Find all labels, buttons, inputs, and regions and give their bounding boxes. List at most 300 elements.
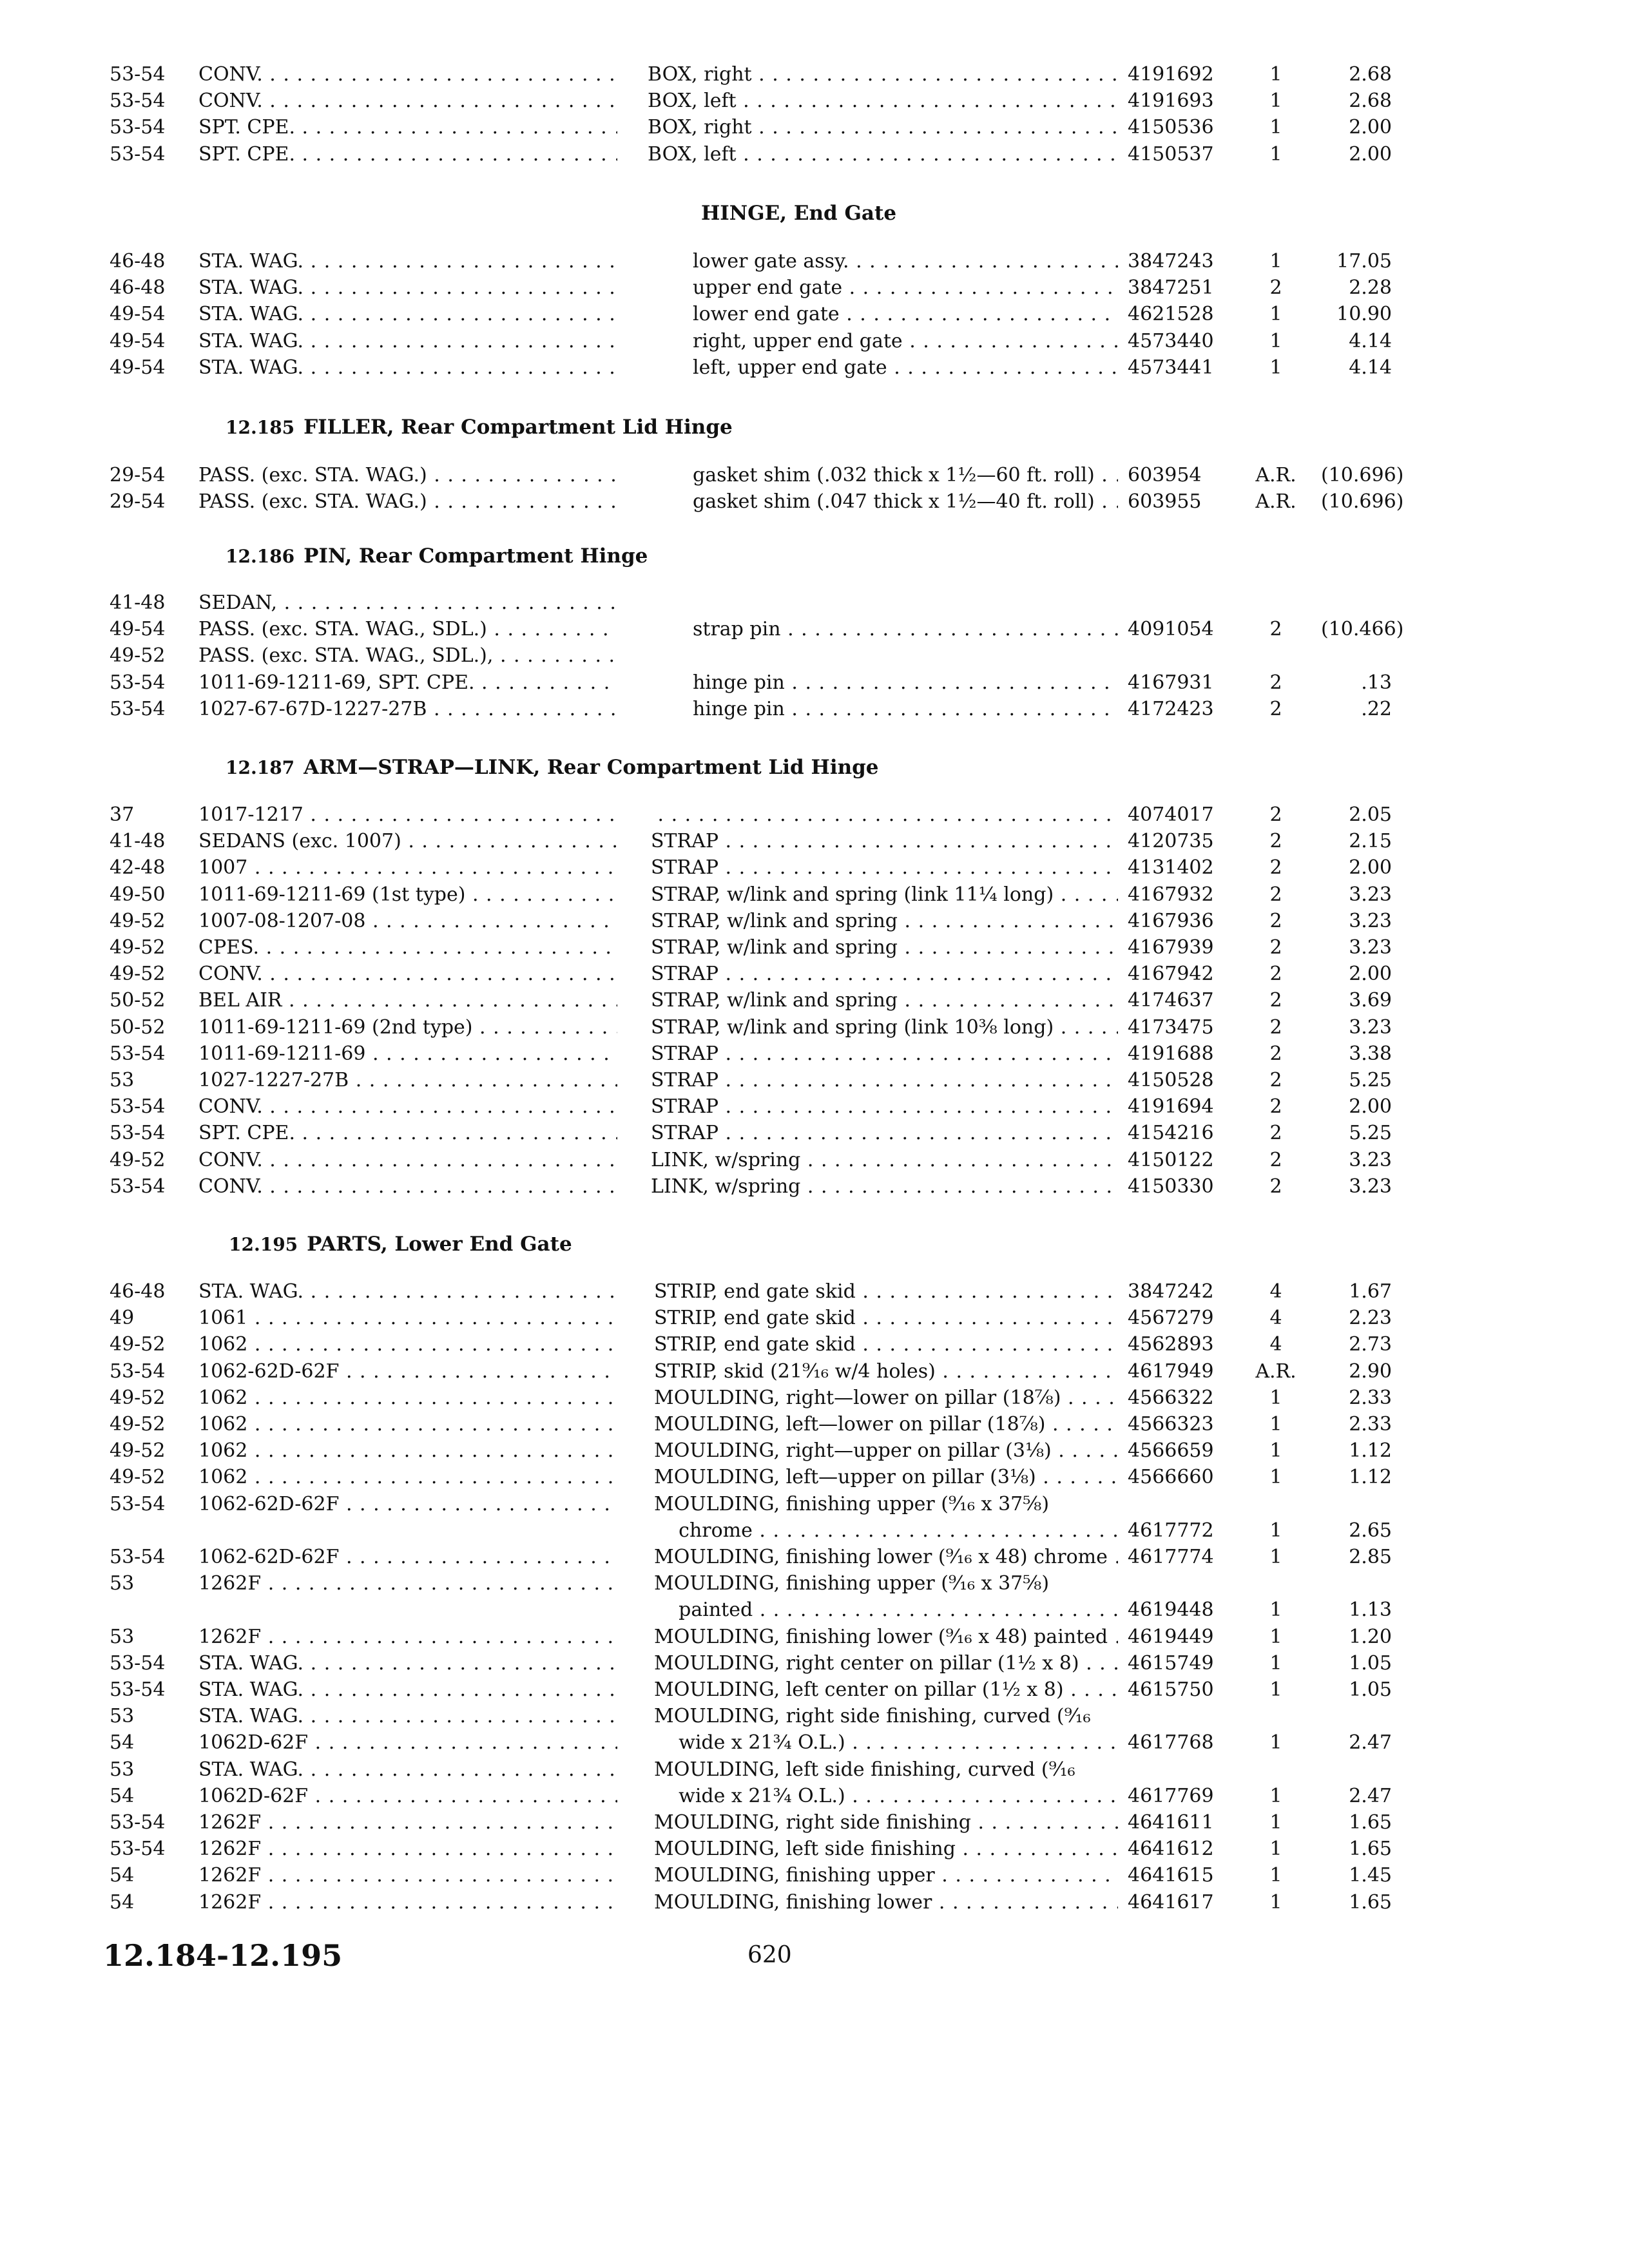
quantity: 2 — [1269, 1148, 1282, 1171]
table-row — [0, 1305, 1629, 1332]
model-years: 53-54 — [110, 1492, 166, 1515]
price: 2.65 — [1349, 1519, 1392, 1542]
quantity: 1 — [1269, 1625, 1282, 1648]
section-heading — [226, 414, 733, 441]
quantity: 2 — [1269, 909, 1282, 932]
model-text: 1262F . . . — [198, 1626, 617, 1648]
model-years: 53-54 — [110, 1811, 166, 1834]
model-years: 49-54 — [110, 303, 166, 326]
model-text: 1062D-62F . . . — [198, 1731, 617, 1754]
table-row — [0, 1809, 1629, 1836]
description-text: STRAP . . . — [651, 1043, 1118, 1065]
description-text: MOULDING, right center on pillar (1½ x 8) . . . — [654, 1652, 1118, 1675]
quantity: 1 — [1269, 1651, 1282, 1675]
part-description — [651, 1067, 1118, 1094]
model-name — [198, 802, 617, 829]
model-name — [198, 1491, 617, 1518]
model-text: PASS. (exc. STA. WAG.) . . . — [198, 464, 617, 486]
quantity: 4 — [1269, 1307, 1282, 1330]
table-row — [0, 616, 1629, 643]
model-name — [198, 1041, 617, 1068]
part-number: 4641612 — [1128, 1838, 1214, 1861]
table-row — [0, 141, 1629, 168]
model-text: SPT. CPE. . . . — [198, 1122, 617, 1144]
table-row — [0, 590, 1629, 617]
section-heading — [701, 200, 896, 227]
model-name — [198, 881, 617, 908]
model-years: 54 — [110, 1864, 135, 1887]
table-row — [0, 1703, 1629, 1730]
table-row — [0, 1093, 1629, 1120]
model-text: 1061 . . . — [198, 1307, 617, 1329]
part-number: 4566322 — [1128, 1386, 1214, 1409]
model-years: 46-48 — [110, 1280, 166, 1303]
description-text: gasket shim (.032 thick x 1½—60 ft. roll) . . . — [693, 464, 1118, 486]
model-years: 53 — [110, 1069, 135, 1091]
part-description — [693, 462, 1118, 489]
model-years: 53-54 — [110, 671, 166, 694]
part-description — [654, 1650, 1118, 1677]
part-description — [651, 854, 1118, 881]
part-number: 603954 — [1128, 464, 1202, 486]
section-title: HINGE, End Gate — [701, 202, 897, 225]
table-row — [0, 1041, 1629, 1068]
model-text: STA. WAG. . . . — [198, 1758, 617, 1781]
table-row — [0, 328, 1629, 355]
part-number: 4617768 — [1128, 1731, 1214, 1754]
model-years: 54 — [110, 1731, 135, 1754]
quantity: 1 — [1269, 356, 1282, 379]
model-text: PASS. (exc. STA. WAG., SDL.) . . . — [198, 618, 617, 640]
part-description — [693, 669, 1118, 697]
model-text: PASS. (exc. STA. WAG., SDL.), . . . — [198, 644, 617, 667]
model-text: SPT. CPE. . . . — [198, 143, 617, 166]
price: 2.15 — [1349, 830, 1392, 853]
model-years: 53-54 — [110, 697, 166, 720]
table-row — [0, 114, 1629, 141]
part-number: 4154216 — [1128, 1122, 1214, 1145]
part-number: 4150122 — [1128, 1148, 1214, 1171]
part-description — [654, 1331, 1118, 1358]
table-row — [0, 1014, 1629, 1041]
part-number: 4150528 — [1128, 1069, 1214, 1091]
description-text: MOULDING, left—lower on pillar (18⅞) . . . — [654, 1413, 1118, 1436]
price: 1.20 — [1349, 1625, 1392, 1648]
price: 1.65 — [1349, 1890, 1392, 1914]
part-description — [648, 114, 1118, 141]
model-text: STA. WAG. . . . — [198, 330, 617, 352]
model-name — [198, 1889, 617, 1916]
part-description — [651, 934, 1118, 961]
description-text: STRIP, end gate skid . . . — [654, 1333, 1118, 1356]
part-number: 4172423 — [1128, 697, 1214, 720]
price: 2.47 — [1349, 1731, 1392, 1754]
model-years: 46-48 — [110, 276, 166, 300]
model-years: 46-48 — [110, 250, 166, 273]
part-number: 3847242 — [1128, 1280, 1214, 1303]
model-years: 53-54 — [110, 1360, 166, 1383]
description-text: MOULDING, left side finishing . . . — [654, 1838, 1118, 1860]
model-text: CONV. . . . — [198, 90, 617, 112]
part-number: 4120735 — [1128, 830, 1214, 853]
model-years: 49-52 — [110, 936, 166, 959]
part-number: 3847243 — [1128, 250, 1214, 273]
part-number: 4617774 — [1128, 1546, 1214, 1568]
description-text: wide x 21¾ O.L.) . . . — [654, 1731, 1118, 1754]
description-text: STRAP . . . — [651, 1069, 1118, 1091]
model-name — [198, 1331, 617, 1358]
model-name — [198, 1570, 617, 1597]
section-heading — [226, 543, 648, 570]
quantity: 2 — [1269, 1015, 1282, 1039]
table-row — [0, 1889, 1629, 1916]
part-description — [654, 1517, 1118, 1544]
table-row — [0, 1278, 1629, 1305]
model-text: 1011-69-1211-69 . . . — [198, 1043, 617, 1065]
part-description — [648, 141, 1118, 168]
table-row — [0, 669, 1629, 697]
part-number: 4621528 — [1128, 303, 1214, 326]
model-name — [198, 642, 617, 669]
price: 2.00 — [1349, 1095, 1392, 1119]
quantity: 1 — [1269, 1466, 1282, 1489]
model-text: CPES. . . . — [198, 936, 617, 959]
model-name — [198, 141, 617, 168]
model-years: 53 — [110, 1705, 135, 1728]
model-name — [198, 1836, 617, 1863]
model-name — [198, 1624, 617, 1651]
model-name — [198, 908, 617, 935]
quantity: 1 — [1269, 90, 1282, 113]
price: 5.25 — [1349, 1069, 1392, 1091]
section-title: FILLER, Rear Compartment Lid Hinge — [304, 416, 733, 439]
part-description — [654, 1411, 1118, 1438]
section-title: ARM—STRAP—LINK, Rear Compartment Lid Hinge — [304, 756, 879, 779]
part-description — [651, 1041, 1118, 1068]
quantity: 2 — [1269, 697, 1282, 720]
description-text: right, upper end gate . . . — [693, 330, 1118, 352]
part-description — [651, 881, 1118, 908]
quantity: 2 — [1269, 936, 1282, 959]
description-text: MOULDING, right—lower on pillar (18⅞) . . . — [654, 1387, 1118, 1409]
price: 4.14 — [1349, 356, 1392, 379]
model-years: 53-54 — [110, 63, 166, 86]
table-row — [0, 642, 1629, 669]
model-name — [198, 1358, 617, 1385]
part-number: 4167931 — [1128, 671, 1214, 694]
price: 5.25 — [1349, 1122, 1392, 1145]
model-text: 1062-62D-62F . . . — [198, 1493, 617, 1515]
model-name — [198, 1093, 617, 1120]
part-description — [654, 1597, 1118, 1624]
quantity: A.R. — [1255, 1360, 1296, 1383]
price: 3.23 — [1349, 883, 1392, 906]
model-name — [198, 114, 617, 141]
section-title: PARTS, Lower End Gate — [307, 1233, 572, 1256]
description-text: MOULDING, right—upper on pillar (3⅛) . . . — [654, 1439, 1118, 1462]
part-number: 4641611 — [1128, 1811, 1214, 1834]
price: 2.33 — [1349, 1386, 1392, 1409]
part-number: 4641615 — [1128, 1864, 1214, 1887]
quantity: 2 — [1269, 989, 1282, 1012]
price: 1.65 — [1349, 1838, 1392, 1861]
description-text: gasket shim (.047 thick x 1½—40 ft. roll) . . . — [693, 490, 1118, 513]
model-text: STA. WAG. . . . — [198, 1652, 617, 1675]
part-number: 4191693 — [1128, 90, 1214, 113]
description-text: MOULDING, finishing lower (⁹⁄₁₆ x 48) chrome . . . — [654, 1546, 1118, 1568]
model-years: 49-54 — [110, 356, 166, 379]
description-text: STRAP . . . — [651, 856, 1118, 879]
description-text: MOULDING, right side finishing, curved (⁹⁄₁₆ — [654, 1705, 1091, 1728]
description-text: STRIP, skid (21⁹⁄₁₆ w/4 holes) . . . — [654, 1360, 1118, 1383]
model-years: 49-54 — [110, 618, 166, 641]
part-description — [654, 1677, 1118, 1704]
price: 2.00 — [1349, 142, 1392, 166]
quantity: 2 — [1269, 856, 1282, 879]
price: 3.23 — [1349, 1148, 1392, 1171]
model-name — [198, 669, 617, 697]
model-text: STA. WAG. . . . — [198, 1705, 617, 1727]
model-years: 53 — [110, 1758, 135, 1781]
model-text: SEDAN, . . . — [198, 591, 617, 614]
table-row — [0, 1650, 1629, 1677]
part-number: 4131402 — [1128, 856, 1214, 879]
description-text: MOULDING, left side finishing, curved (⁹⁄₁₆ — [654, 1758, 1075, 1781]
table-row — [0, 696, 1629, 723]
model-years: 50-52 — [110, 989, 166, 1012]
quantity: 1 — [1269, 1731, 1282, 1754]
model-years: 53-54 — [110, 1651, 166, 1675]
part-number: 4150536 — [1128, 116, 1214, 139]
model-years: 49-54 — [110, 329, 166, 352]
model-name — [198, 1756, 617, 1783]
description-text: MOULDING, finishing upper (⁹⁄₁₆ x 37⅝) — [654, 1572, 1050, 1595]
part-number: 4566660 — [1128, 1466, 1214, 1489]
part-description — [693, 354, 1118, 381]
table-row — [0, 88, 1629, 115]
price: 3.23 — [1349, 1015, 1392, 1039]
model-years: 53-54 — [110, 1122, 166, 1145]
table-row — [0, 1729, 1629, 1756]
quantity: 2 — [1269, 883, 1282, 906]
description-text: MOULDING, finishing upper . . . — [654, 1864, 1118, 1887]
model-text: SEDANS (exc. 1007) . . . — [198, 830, 617, 852]
part-number: 4566323 — [1128, 1413, 1214, 1436]
table-row — [0, 1411, 1629, 1438]
model-years: 53-54 — [110, 1095, 166, 1119]
table-row — [0, 1120, 1629, 1147]
model-name — [198, 1147, 617, 1174]
model-name — [198, 854, 617, 881]
model-name — [198, 1278, 617, 1305]
section-range: 12.184-12.195 — [103, 1938, 343, 1973]
description-text: strap pin . . . — [693, 618, 1118, 640]
model-name — [198, 274, 617, 302]
model-years: 53-54 — [110, 1042, 166, 1065]
part-description — [651, 1120, 1118, 1147]
model-name — [198, 61, 617, 88]
model-years: 53-54 — [110, 1175, 166, 1198]
table-row — [0, 987, 1629, 1014]
model-years: 53-54 — [110, 116, 166, 139]
model-years: 29-54 — [110, 464, 166, 486]
price: 2.23 — [1349, 1307, 1392, 1330]
part-number: 4567279 — [1128, 1307, 1214, 1330]
description-text: chrome . . . — [654, 1519, 1118, 1542]
model-text: 1011-69-1211-69, SPT. CPE. . . . — [198, 671, 617, 694]
description-text: LINK, w/spring . . . — [651, 1149, 1118, 1171]
model-name — [198, 1305, 617, 1332]
quantity: 2 — [1269, 1175, 1282, 1198]
price: 2.00 — [1349, 116, 1392, 139]
model-name — [198, 934, 617, 961]
model-years: 49-52 — [110, 1333, 166, 1356]
section-heading — [226, 754, 879, 782]
quantity: 1 — [1269, 1838, 1282, 1861]
price: 1.13 — [1349, 1599, 1392, 1622]
model-name — [198, 1385, 617, 1412]
part-description — [648, 88, 1118, 115]
part-description — [654, 1703, 1118, 1730]
description-text: MOULDING, right side finishing . . . — [654, 1811, 1118, 1834]
model-years: 49 — [110, 1307, 135, 1330]
table-row — [0, 1437, 1629, 1465]
part-number: 4150537 — [1128, 142, 1214, 166]
part-number: 4617949 — [1128, 1360, 1214, 1383]
model-years: 53-54 — [110, 1838, 166, 1861]
price: 1.65 — [1349, 1811, 1392, 1834]
model-name — [198, 301, 617, 328]
model-text: 1062 . . . — [198, 1466, 617, 1488]
price: 2.68 — [1349, 90, 1392, 113]
quantity: A.R. — [1255, 464, 1296, 486]
part-number: 4617772 — [1128, 1519, 1214, 1542]
part-number: 4615750 — [1128, 1678, 1214, 1701]
model-name — [198, 1411, 617, 1438]
part-number: 4167936 — [1128, 909, 1214, 932]
model-text: CONV. . . . — [198, 963, 617, 985]
model-years: 49-52 — [110, 963, 166, 986]
description-text: STRAP, w/link and spring (link 11¼ long) . . . — [651, 883, 1118, 906]
model-name — [198, 696, 617, 723]
part-description — [651, 987, 1118, 1014]
price: 2.73 — [1349, 1333, 1392, 1356]
table-row — [0, 301, 1629, 328]
part-number: 4619448 — [1128, 1599, 1214, 1622]
quantity: 1 — [1269, 1413, 1282, 1436]
part-description — [654, 1278, 1118, 1305]
section-title: PIN, Rear Compartment Hinge — [304, 544, 648, 568]
description-text: BOX, left . . . — [648, 143, 1118, 166]
quantity: 1 — [1269, 1864, 1282, 1887]
part-description — [654, 1437, 1118, 1465]
part-number: 4573440 — [1128, 329, 1214, 352]
model-text: 1062-62D-62F . . . — [198, 1360, 617, 1383]
price: 2.85 — [1349, 1546, 1392, 1568]
table-row — [0, 354, 1629, 381]
model-years: 49-52 — [110, 1439, 166, 1463]
description-text: STRAP, w/link and spring . . . — [651, 910, 1118, 932]
model-text: PASS. (exc. STA. WAG.) . . . — [198, 490, 617, 513]
model-name — [198, 1120, 617, 1147]
model-text: 1062D-62F . . . — [198, 1785, 617, 1807]
model-text: 1062 . . . — [198, 1439, 617, 1462]
model-years: 49-52 — [110, 644, 166, 668]
part-description — [654, 1305, 1118, 1332]
model-name — [198, 1729, 617, 1756]
price: 1.05 — [1349, 1651, 1392, 1675]
part-description — [654, 1544, 1118, 1571]
model-years: 53-54 — [110, 90, 166, 113]
model-years: 41-48 — [110, 830, 166, 853]
part-number: 4615749 — [1128, 1651, 1214, 1675]
price: 1.12 — [1349, 1466, 1392, 1489]
model-years: 49-52 — [110, 909, 166, 932]
description-text: STRAP . . . — [651, 1095, 1118, 1118]
model-years: 49-52 — [110, 1386, 166, 1409]
model-years: 53-54 — [110, 142, 166, 166]
table-row — [0, 248, 1629, 275]
model-text: CONV. . . . — [198, 63, 617, 86]
quantity: 1 — [1269, 116, 1282, 139]
model-name — [198, 1650, 617, 1677]
model-text: 1262F . . . — [198, 1838, 617, 1860]
part-number: 4167939 — [1128, 936, 1214, 959]
model-years: 54 — [110, 1890, 135, 1914]
price: 2.05 — [1349, 803, 1392, 826]
price: 2.33 — [1349, 1413, 1392, 1436]
model-years: 37 — [110, 803, 135, 826]
quantity: 1 — [1269, 1386, 1282, 1409]
price: 3.23 — [1349, 936, 1392, 959]
table-row — [0, 1464, 1629, 1491]
model-text: 1262F . . . — [198, 1891, 617, 1914]
page-number: 620 — [747, 1942, 792, 1968]
price: 1.67 — [1349, 1280, 1392, 1303]
model-text: 1011-69-1211-69 (1st type) . . . — [198, 883, 617, 906]
price: (10.696) — [1321, 490, 1404, 514]
price: 10.90 — [1336, 303, 1392, 326]
quantity: 2 — [1269, 1069, 1282, 1091]
part-description — [654, 1358, 1118, 1385]
quantity: 2 — [1269, 618, 1282, 641]
table-row — [0, 1544, 1629, 1571]
model-years: 53-54 — [110, 1546, 166, 1568]
description-text: STRAP, w/link and spring . . . — [651, 936, 1118, 959]
description-text: BOX, right . . . — [648, 63, 1118, 86]
price: 2.90 — [1349, 1360, 1392, 1383]
model-text: STA. WAG. . . . — [198, 356, 617, 379]
quantity: 4 — [1269, 1280, 1282, 1303]
part-description — [693, 488, 1118, 515]
quantity: 2 — [1269, 1122, 1282, 1145]
table-row — [0, 1624, 1629, 1651]
table-row — [0, 934, 1629, 961]
description-text: left, upper end gate . . . — [693, 356, 1118, 379]
quantity: 1 — [1269, 1784, 1282, 1807]
table-row — [0, 1836, 1629, 1863]
table-row — [0, 1358, 1629, 1385]
description-text: STRIP, end gate skid . . . — [654, 1280, 1118, 1303]
part-description — [651, 1093, 1118, 1120]
part-number: 4174637 — [1128, 989, 1214, 1012]
quantity: 1 — [1269, 329, 1282, 352]
model-name — [198, 354, 617, 381]
model-text: 1007 . . . — [198, 856, 617, 879]
model-name — [198, 1464, 617, 1491]
price: 4.14 — [1349, 329, 1392, 352]
model-name — [198, 462, 617, 489]
